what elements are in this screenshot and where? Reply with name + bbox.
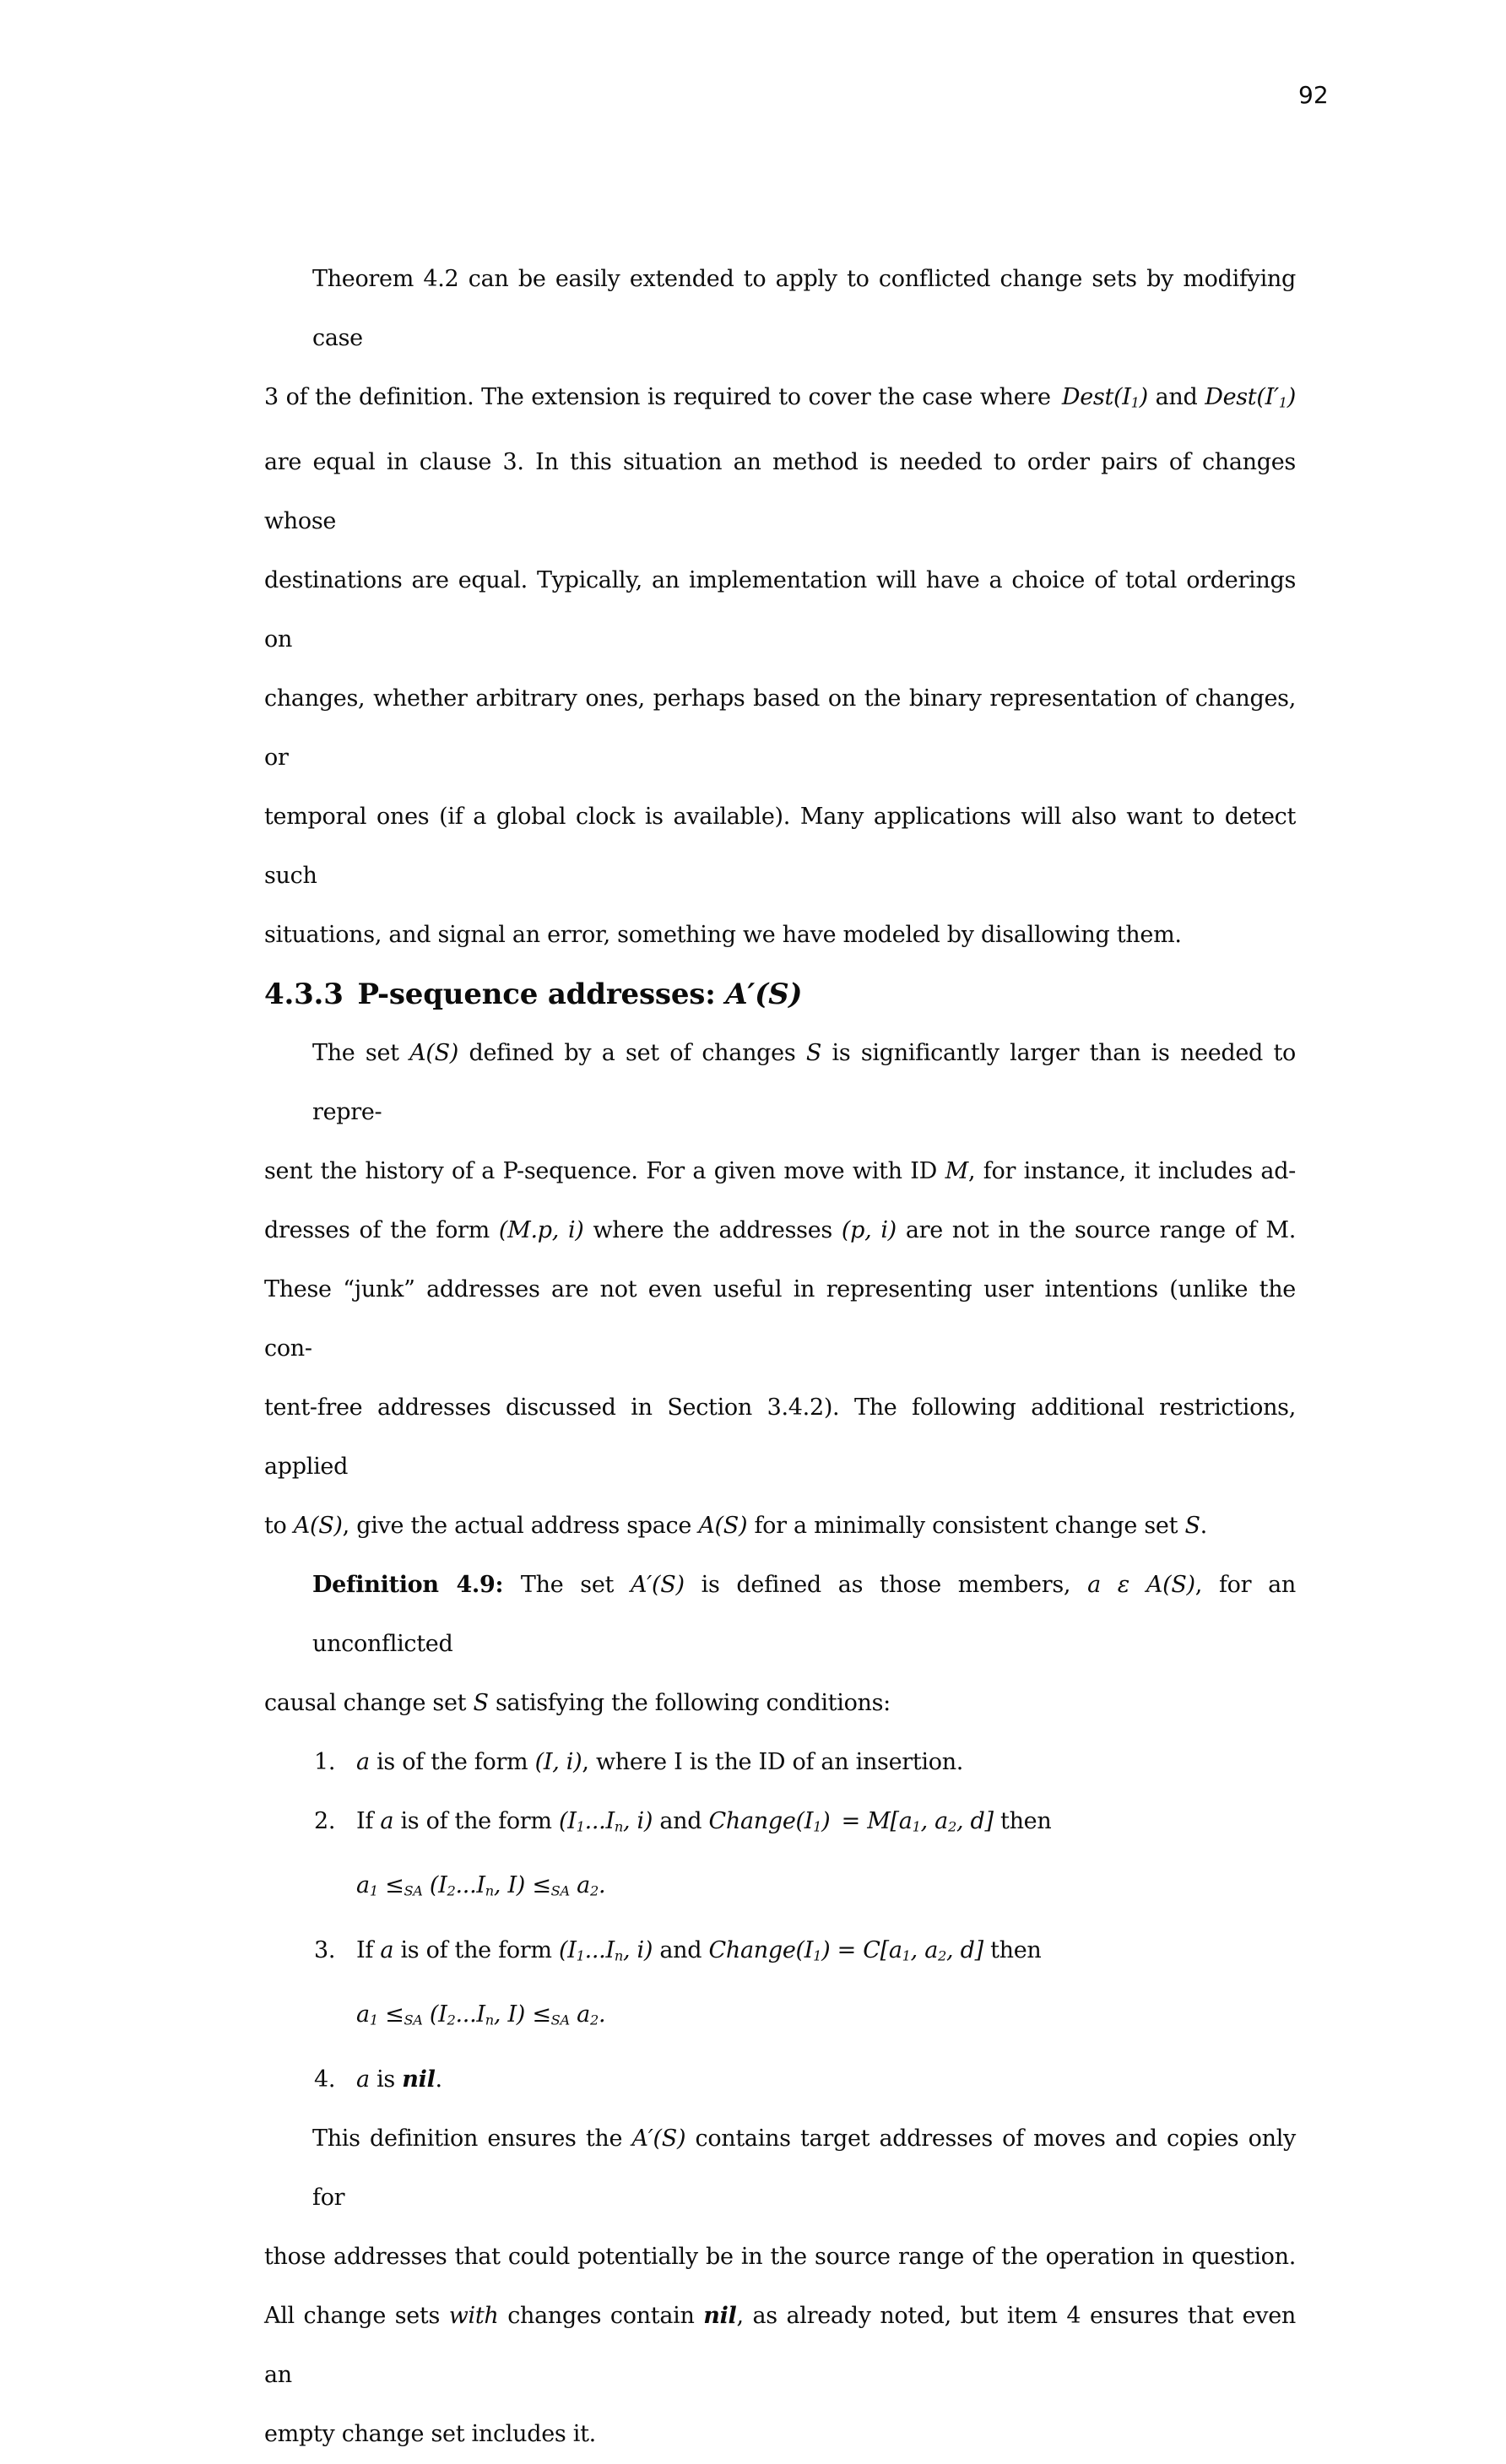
text-run: ≤ — [385, 1872, 404, 1899]
text-run: 2 — [938, 1947, 947, 1964]
text-run: ) — [821, 1807, 831, 1834]
text-run: 2 — [589, 1882, 599, 1899]
text-run: where the addresses — [583, 1216, 842, 1243]
text-run — [378, 2001, 385, 2028]
text-run: a — [569, 1872, 590, 1899]
text-run: SA — [550, 1882, 570, 1899]
text-run: is of the form — [393, 1936, 559, 1963]
text-run: then — [983, 1936, 1042, 1963]
text-run: and — [1147, 384, 1205, 410]
page-number: 92 — [1298, 81, 1329, 109]
text-run: , where I is the ID of an insertion. — [582, 1748, 964, 1775]
text-line — [264, 1497, 1296, 1556]
text-run: 1 — [813, 1818, 822, 1835]
text-run: n — [485, 2012, 494, 2028]
text-run: A′(S) — [631, 2125, 686, 2152]
text-run: This definition ensures the — [312, 2125, 632, 2152]
text-run: , for instance, it includes ad- — [967, 1157, 1297, 1184]
text-run: ≤ — [385, 2001, 404, 2028]
text-run: n — [614, 1947, 623, 1964]
text-run: (I — [422, 2001, 447, 2028]
text-run: are not in the source range of M. — [896, 1216, 1296, 1243]
text-run: , a — [920, 1807, 948, 1834]
text-line — [264, 368, 1296, 433]
page-body-text — [264, 250, 1296, 2464]
text-run: 1 — [369, 2012, 378, 2028]
text-run: 2 — [447, 1882, 456, 1899]
list-number: 1. — [314, 1748, 336, 1775]
text-run: is of the form — [369, 1748, 535, 1775]
text-line — [264, 1378, 1296, 1497]
text-run: , I) ≤ — [493, 2001, 551, 2028]
text-run: a — [356, 2066, 370, 2093]
text-run: . — [598, 1872, 606, 1899]
text-run: ...I — [584, 1936, 615, 1963]
text-run: , a — [910, 1936, 939, 1963]
text-line — [264, 1921, 1296, 1986]
text-run: with — [448, 2302, 499, 2329]
text-run — [378, 1872, 385, 1898]
text-run: for a minimally consistent change set — [747, 1512, 1185, 1539]
text-run: These “junk” addresses are not even useful in representing user intentions (unlike the con- — [264, 1275, 1296, 1362]
list-number: 4. — [314, 2066, 336, 2093]
text-run: (I — [558, 1807, 577, 1834]
text-line — [264, 1556, 1296, 1674]
text-run: The set — [312, 1039, 410, 1066]
text-run: sent the history of a P-sequence. For a given move with ID — [264, 1157, 945, 1184]
text-run: a ε A(S) — [1087, 1571, 1195, 1598]
text-run: , i) — [622, 1807, 653, 1834]
text-run: is — [369, 2066, 403, 2093]
text-run: tent-free addresses discussed in Section 3.4.2). The following additional restrictions, applied — [264, 1394, 1296, 1480]
text-run: a — [569, 2001, 590, 2028]
text-run: (p, i) — [841, 1216, 897, 1243]
text-run: = — [830, 1807, 868, 1834]
text-run: is of the form — [393, 1807, 559, 1834]
text-run: C[a — [863, 1936, 902, 1963]
text-run: Change(I — [708, 1936, 814, 1963]
text-run: If — [356, 1807, 381, 1834]
text-run: defined by a set of changes — [458, 1039, 806, 1066]
text-run: satisfying the following conditions: — [488, 1689, 891, 1716]
text-run: A′(S) — [725, 977, 803, 1011]
text-line — [264, 433, 1296, 551]
text-run: 2 — [447, 2012, 456, 2028]
text-run: S — [1184, 1512, 1200, 1539]
text-run: , d] — [956, 1807, 994, 1834]
text-line — [264, 2109, 1296, 2228]
text-line — [264, 1142, 1296, 1201]
text-run: 1 — [576, 1947, 585, 1964]
text-run: a — [356, 2001, 370, 2028]
text-run: then — [993, 1807, 1052, 1834]
text-run: to — [264, 1512, 294, 1539]
text-run: a — [380, 1936, 394, 1963]
text-run: If — [356, 1936, 381, 1963]
text-run: The set — [520, 1571, 631, 1598]
text-run: n — [485, 1882, 494, 1899]
text-run: those addresses that could potentially be in the source range of the operation in question. — [264, 2243, 1296, 2270]
text-line — [264, 669, 1296, 788]
text-run: 1 — [369, 1882, 378, 1899]
text-run: temporal ones (if a global clock is available). Many applications will also want to detect such — [264, 803, 1296, 889]
text-run: A(S) — [293, 1512, 343, 1539]
list-number: 3. — [314, 1936, 336, 1963]
text-run: 1 — [1130, 394, 1140, 411]
text-line — [264, 2287, 1296, 2405]
heading-line — [264, 965, 1296, 1024]
text-line — [264, 1856, 1296, 1921]
text-line — [264, 1024, 1296, 1142]
text-run: changes, whether arbitrary ones, perhaps based on the binary representation of changes, or — [264, 685, 1296, 771]
text-line — [264, 2050, 1296, 2109]
text-line — [264, 250, 1296, 368]
text-run: are equal in clause 3. In this situation an method is needed to order pairs of changes whose — [264, 448, 1296, 534]
section-heading — [264, 965, 1296, 1024]
text-run: SA — [404, 2012, 423, 2028]
text-run: ...I — [455, 1872, 485, 1899]
text-run: M — [945, 1157, 968, 1184]
text-line — [264, 2405, 1296, 2464]
text-run: a — [356, 1872, 370, 1899]
text-run: and — [653, 1936, 709, 1963]
text-run: 1 — [912, 1818, 921, 1835]
text-run: Change(I — [708, 1807, 814, 1834]
text-line — [264, 1260, 1296, 1378]
text-run: A(S) — [409, 1039, 459, 1066]
text-run: = — [830, 1936, 864, 1963]
text-run: , I) ≤ — [493, 1872, 551, 1899]
text-run: (I — [558, 1936, 577, 1963]
text-run: situations, and signal an error, something we have modeled by disallowing them. — [264, 921, 1182, 948]
text-run: nil — [402, 2066, 436, 2093]
text-run: destinations are equal. Typically, an implementation will have a choice of total orderings on — [264, 566, 1296, 653]
text-run: Dest(I — [1061, 384, 1131, 410]
text-run: ...I — [455, 2001, 485, 2028]
text-run: , d] — [946, 1936, 983, 1963]
text-run: (I — [422, 1872, 447, 1899]
text-run: SA — [550, 2012, 570, 2028]
text-run: 1 — [813, 1947, 822, 1964]
text-run: . — [598, 2001, 606, 2028]
text-run: , i) — [622, 1936, 653, 1963]
text-run: 1 — [902, 1947, 911, 1964]
text-run: contains target addresses of moves and copies only for — [312, 2125, 1296, 2211]
text-run: 4.3.3 P-sequence addresses: — [264, 977, 726, 1011]
text-run: , give the actual address space — [342, 1512, 699, 1539]
text-line — [264, 1201, 1296, 1260]
text-line — [264, 788, 1296, 906]
paragraph — [264, 1556, 1296, 1733]
text-run: 2 — [589, 2012, 599, 2028]
text-run: , as already noted, but item 4 ensures that even an — [264, 2302, 1296, 2388]
text-run: All change sets — [264, 2302, 449, 2329]
text-run: 1 — [576, 1818, 585, 1835]
text-run: 3 of the definition. The extension is required to cover the case where — [264, 384, 1062, 410]
text-run: . — [435, 2066, 442, 2093]
text-run: Theorem 4.2 can be easily extended to apply to conflicted change sets by modifying case — [312, 266, 1296, 351]
text-run: a — [380, 1807, 394, 1834]
text-run: causal change set — [264, 1689, 474, 1716]
text-run: , for an unconflicted — [312, 1571, 1296, 1657]
text-run: 2 — [947, 1818, 956, 1835]
text-run: S — [473, 1689, 489, 1716]
text-run: A(S) — [698, 1512, 748, 1539]
text-run: SA — [404, 1882, 423, 1899]
text-run: is significantly larger than is needed to repre- — [312, 1039, 1296, 1125]
text-run: A′(S) — [631, 1571, 685, 1598]
text-run: ) — [1287, 384, 1297, 410]
text-line — [264, 1792, 1296, 1857]
text-run: . — [1200, 1512, 1207, 1539]
text-run: Dest(I′ — [1205, 384, 1279, 410]
text-line — [264, 551, 1296, 669]
text-line — [264, 1733, 1296, 1792]
text-run: (I, i) — [534, 1748, 582, 1775]
text-run: ...I — [584, 1807, 615, 1834]
text-line — [264, 906, 1296, 965]
paragraph — [264, 250, 1296, 965]
paragraph — [264, 2109, 1296, 2464]
text-line — [264, 1674, 1296, 1733]
text-run: ) — [1139, 384, 1148, 410]
text-run: nil — [703, 2302, 737, 2329]
text-run: 1 — [1278, 394, 1287, 411]
paragraph — [264, 1024, 1296, 1556]
text-run: n — [614, 1818, 623, 1835]
text-line — [264, 2228, 1296, 2287]
text-run: a — [356, 1748, 370, 1775]
text-run: and — [653, 1807, 709, 1834]
text-line — [264, 1985, 1296, 2050]
text-run: ) — [821, 1936, 831, 1963]
text-run: Definition 4.9: — [312, 1571, 521, 1598]
numbered-list — [264, 1733, 1296, 2109]
text-run: S — [805, 1039, 822, 1066]
list-number: 2. — [314, 1807, 336, 1834]
text-run: changes contain — [498, 2302, 704, 2329]
text-run: is defined as those members, — [684, 1571, 1088, 1598]
text-run: empty change set includes it. — [264, 2420, 596, 2447]
text-run: M[a — [867, 1807, 913, 1834]
text-run: dresses of the form — [264, 1216, 499, 1243]
text-run: (M.p, i) — [498, 1216, 584, 1243]
